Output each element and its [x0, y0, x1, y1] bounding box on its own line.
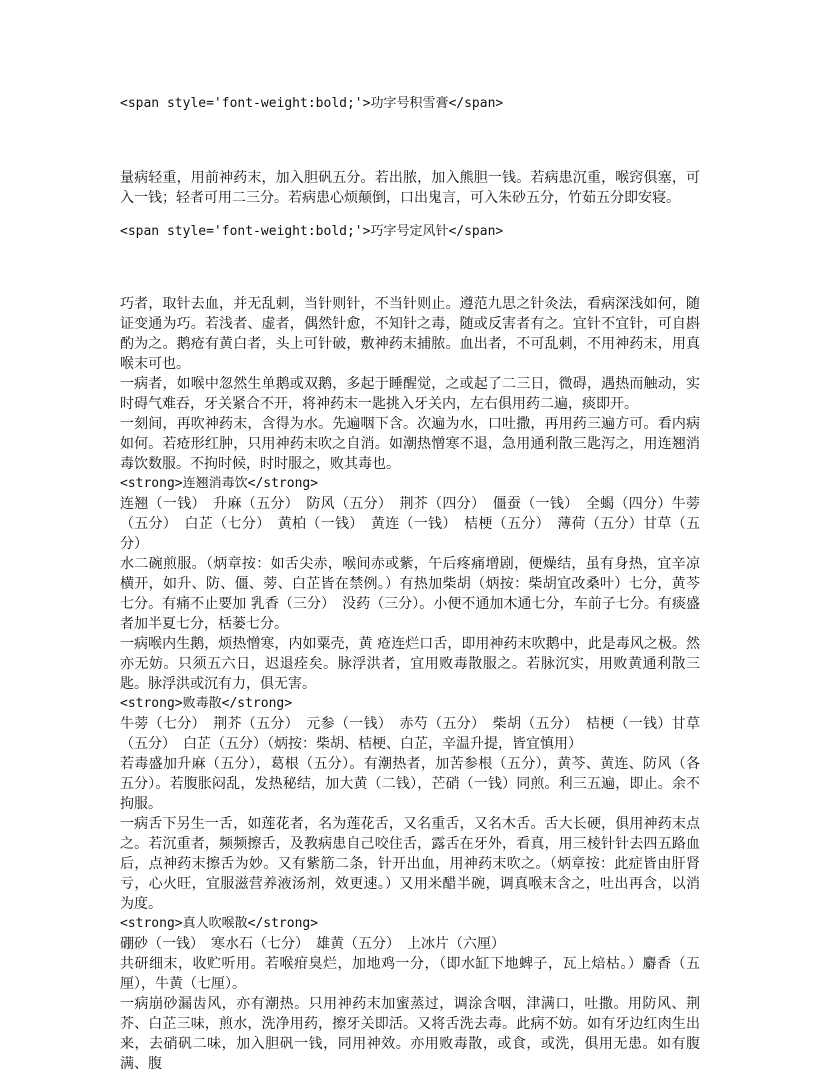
recipe-heading: <strong>败毒散</strong> [120, 696, 293, 711]
recipe-ingredients: 连翘（一钱） 升麻（五分） 防风（五分） 荆芥（四分） 僵蚕（一钱） 全蝎（四分）牛蒡（五分） 白芷（七分） 黄柏（一钱） 黄连（一钱） 桔梗（五分） 薄荷（五分）甘草（五分） [120, 496, 700, 552]
paragraph: 一病喉内生鹅，烦热憎寒，内如粟壳，黄 疮连烂口舌，即用神药末吹鹅中，此是毒风之极。然亦无妨。只须五六日，迟退痊矣。脉浮洪者，宜用败毒散服之。若脉沉实，用败黄通利散三匙。脉浮洪或沉有力，俱无害。 [120, 636, 700, 692]
section-heading-qiaozi: <span style='font-weight:bold;'>巧字号定风针</span> [120, 224, 504, 239]
paragraph: 一病者，如喉中忽然生单鹅或双鹅，多起于睡醒觉，之或起了二三日，微碍，遇热而触动，实时碍气难吞，牙关紧合不开，将神药末一匙挑入牙关内，左右俱用药二遍，痰即开。 [120, 376, 700, 412]
paragraph: 水二碗煎服。（炳章按：如舌尖赤，喉间赤或紫，午后疼痛增剧，便燥结，虽有身热，宜辛凉横开，如升、防、僵、蒡、白芷皆在禁例。）有热加柴胡（炳按：柴胡宜改桑叶）七分，黄芩七分。有痛不止要加 乳香（三分） 没药（三分）。小便不通加木通七分，车前子七分。有痰盛者加半夏七分，栝蒌七分。 [120, 556, 700, 632]
section-heading-gongzi: <span style='font-weight:bold;'>功字号积雪膏</span> [120, 96, 504, 111]
body-text-block [120, 294, 700, 1074]
paragraph: 共研细末，收贮听用。若喉疳臭烂，加地鸡一分，（即水缸下地蜱子，瓦上焙枯。）麝香（五厘），牛黄（七厘）。 [120, 956, 700, 992]
recipe-heading: <strong>真人吹喉散</strong> [120, 916, 319, 931]
recipe-ingredients: 牛蒡（七分） 荆芥（五分） 元参（一钱） 赤芍（五分） 柴胡（五分） 桔梗（一钱）甘草（五分） 白芷（五分）（炳按：柴胡、桔梗、白芷，辛温升提，皆宜慎用） [120, 716, 700, 752]
recipe-ingredients: 硼砂（一钱） 寒水石（七分） 雄黄（五分） 上冰片（六厘） [120, 936, 505, 952]
paragraph: 巧者，取针去血，并无乱刺，当针则针，不当针则止。遵范九思之针灸法，看病深浅如何，随证变通为巧。若浅者、虚者，偶然针愈，不知针之毒，随或反害者有之。宜针不宜针，可自斟酌为之。鹅疮有黄白者，头上可针破，敷神药末捕脓。血出者，不可乱刺，不用神药末，用真喉末可也。 [120, 296, 700, 372]
paragraph-dosage: 量病轻重，用前神药末，加入胆矾五分。若出脓，加入熊胆一钱。若病患沉重，喉窍俱塞，可入一钱；轻者可用二三分。若病患心烦颠倒，口出鬼言，可入朱砂五分，竹茹五分即安寝。 [120, 170, 700, 206]
recipe-heading: <strong>连翘消毒饮</strong> [120, 476, 319, 491]
paragraph: 一病舌下另生一舌，如莲花者，名为莲花舌，又名重舌，又名木舌。舌大长硬，俱用神药末点之。若沉重者，频频擦舌，及教病患自己咬住舌，露舌在牙外，看真，用三棱针针去四五路血后，点神药末擦舌为妙。又有紫筋二条，针开出血，用神药末吹之。（炳章按：此症皆由肝肾亏，心火旺，宜服滋营养液汤剂，效更速。）又用米醋半碗，调真喉末含之，吐出再含，以消为度。 [120, 816, 700, 912]
paragraph: 一刻间，再吹神药末，含得为水。先遍咽下含。次遍为水，口吐撒，再用药三遍方可。看内病如何。若疮形红肿，只用神药末吹之自消。如潮热憎寒不退，急用通利散三匙泻之，用连翘消毒饮数服。不拘时候，时时服之，败其毒也。 [120, 416, 700, 472]
paragraph: 若毒盛加升麻（五分），葛根（五分）。有潮热者，加苦参根（五分），黄芩、黄连、防风（各五分）。若腹胀闷乱，发热秘结，加大黄（二钱），芒硝（一钱）同煎。利三五遍，即止。余不拘服。 [120, 756, 700, 812]
paragraph: 一病崩砂漏齿风，亦有潮热。只用神药末加蜜蒸过，调涂含咽，津满口，吐撒。用防风、荆芥、白芷三味，煎水，洗净用药，擦牙关即活。又将舌洗去毒。此病不妨。如有牙边红肉生出来，去硝矾二味，加入胆矾一钱，同用神效。亦用败毒散，或食，或洗，俱用无患。如有腹满、腹 [120, 996, 700, 1072]
